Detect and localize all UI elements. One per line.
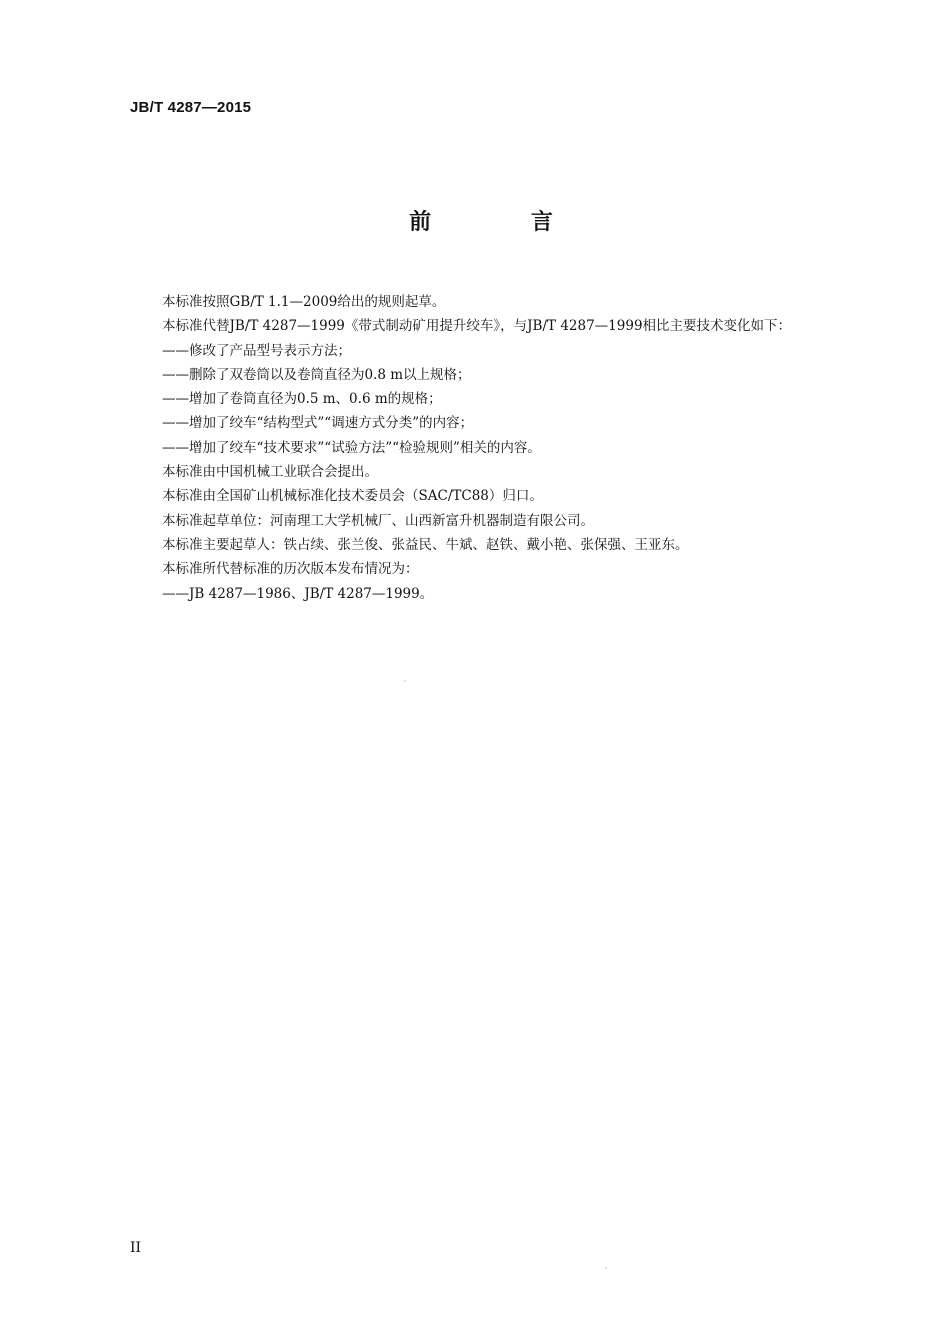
foreword-title: 前 言	[409, 210, 599, 235]
paragraph-previous-editions: 本标准所代替标准的历次版本发布情况为：	[162, 561, 419, 578]
paragraph-drafting-units: 本标准起草单位：河南理工大学机械厂、山西新富升机器制造有限公司。	[162, 512, 594, 529]
change-item: ——修改了产品型号表示方法；	[162, 342, 351, 359]
paragraph-proposer: 本标准由中国机械工业联合会提出。	[162, 464, 378, 481]
change-item: ——增加了卷筒直径为0.5 m、0.6 m的规格；	[162, 391, 442, 408]
change-item: ——增加了绞车“结构型式”“调速方式分类”的内容；	[162, 415, 474, 432]
previous-editions-item: ——JB 4287—1986、JB/T 4287—1999。	[162, 585, 434, 602]
standard-code: JB/T 4287—2015	[130, 99, 252, 116]
scan-speck	[404, 680, 406, 682]
scan-speck	[605, 1267, 607, 1269]
paragraph-drafters: 本标准主要起草人：铁占续、张兰俊、张益民、牛斌、赵铁、戴小艳、张保强、王亚东。	[162, 536, 689, 553]
paragraph-technical-committee: 本标准由全国矿山机械标准化技术委员会（SAC/TC88）归口。	[162, 488, 543, 505]
paragraph-replacement: 本标准代替JB/T 4287—1999《带式制动矿用提升绞车》，与JB/T 4287—1999相比主要技术变化如下：	[162, 318, 792, 335]
paragraph-drafting-rules: 本标准按照GB/T 1.1—2009给出的规则起草。	[162, 294, 446, 310]
foreword-body	[162, 290, 892, 606]
change-item: ——增加了绞车“技术要求”“试验方法”“检验规则”相关的内容。	[162, 439, 541, 456]
change-item: ——删除了双卷筒以及卷筒直径为0.8 m以上规格；	[162, 366, 471, 383]
page-number: II	[130, 1240, 142, 1256]
